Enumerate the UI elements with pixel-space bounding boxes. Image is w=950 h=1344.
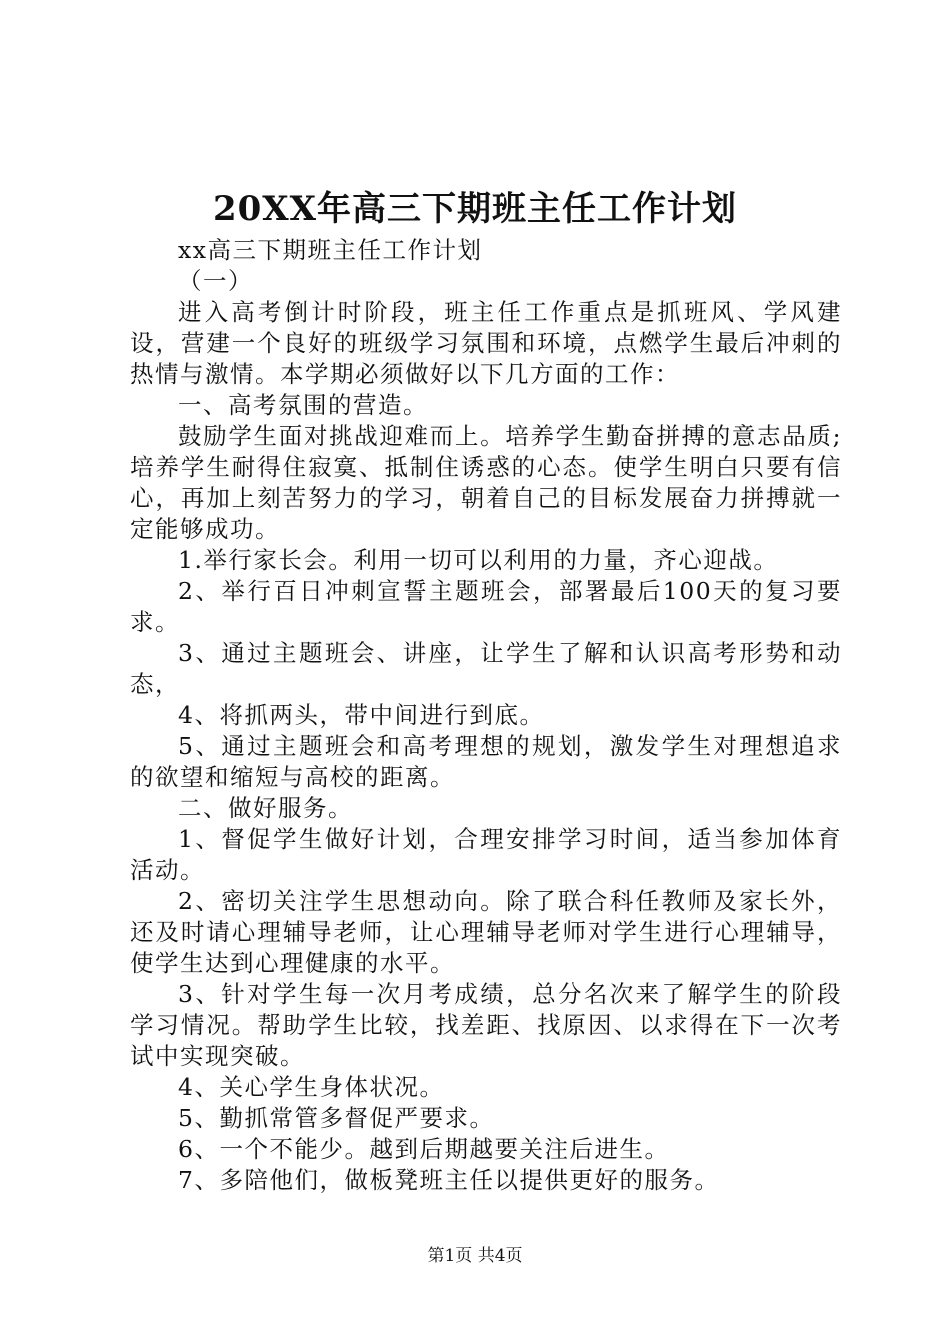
intro-paragraph: 进入高考倒计时阶段，班主任工作重点是抓班风、学风建设，营建一个良好的班级学习氛围和环境，点燃学生最后冲刺的热情与激情。本学期必须做好以下几方面的工作：	[130, 298, 842, 388]
list-item: 4、关心学生身体状况。	[178, 1073, 445, 1101]
list-item: 1.举行家长会。利用一切可以利用的力量，齐心迎战。	[178, 546, 779, 574]
subtitle-paragraph: xx高三下期班主任工作计划	[178, 236, 483, 264]
section-heading-2: 二、做好服务。	[178, 794, 353, 822]
list-item: 3、针对学生每一次月考成绩，总分名次来了解学生的阶段学习情况。帮助学生比较，找差距、找原因、以求得在下一次考试中实现突破。	[130, 980, 842, 1070]
list-item: 6、一个不能少。越到后期越要关注后进生。	[178, 1135, 670, 1163]
document-body	[130, 235, 842, 1196]
section-marker: （一）	[178, 267, 253, 295]
list-item: 7、多陪他们，做板凳班主任以提供更好的服务。	[178, 1166, 720, 1194]
page-number-footer: 第1页 共4页	[427, 1246, 523, 1266]
body-paragraph: 鼓励学生面对挑战迎难而上。培养学生勤奋拼搏的意志品质;培养学生耐得住寂寞、抵制住诱惑的心态。使学生明白只要有信心，再加上刻苦努力的学习，朝着自己的目标发展奋力拼搏就一定能够成功。	[130, 422, 842, 543]
list-item: 2、密切关注学生思想动向。除了联合科任教师及家长外，还及时请心理辅导老师，让心理辅导老师对学生进行心理辅导，使学生达到心理健康的水平。	[130, 887, 842, 977]
section-heading-1: 一、高考氛围的营造。	[178, 391, 428, 419]
list-item: 2、举行百日冲刺宣誓主题班会，部署最后100天的复习要求。	[130, 577, 842, 636]
list-item: 3、通过主题班会、讲座，让学生了解和认识高考形势和动态，	[130, 639, 842, 698]
list-item: 4、将抓两头，带中间进行到底。	[178, 701, 545, 729]
list-item: 5、通过主题班会和高考理想的规划，激发学生对理想追求的欲望和缩短与高校的距离。	[130, 732, 842, 791]
list-item: 5、勤抓常管多督促严要求。	[178, 1104, 495, 1132]
document-title: 20XX年高三下期班主任工作计划	[212, 189, 738, 229]
list-item: 1、督促学生做好计划，合理安排学习时间，适当参加体育活动。	[130, 825, 842, 884]
